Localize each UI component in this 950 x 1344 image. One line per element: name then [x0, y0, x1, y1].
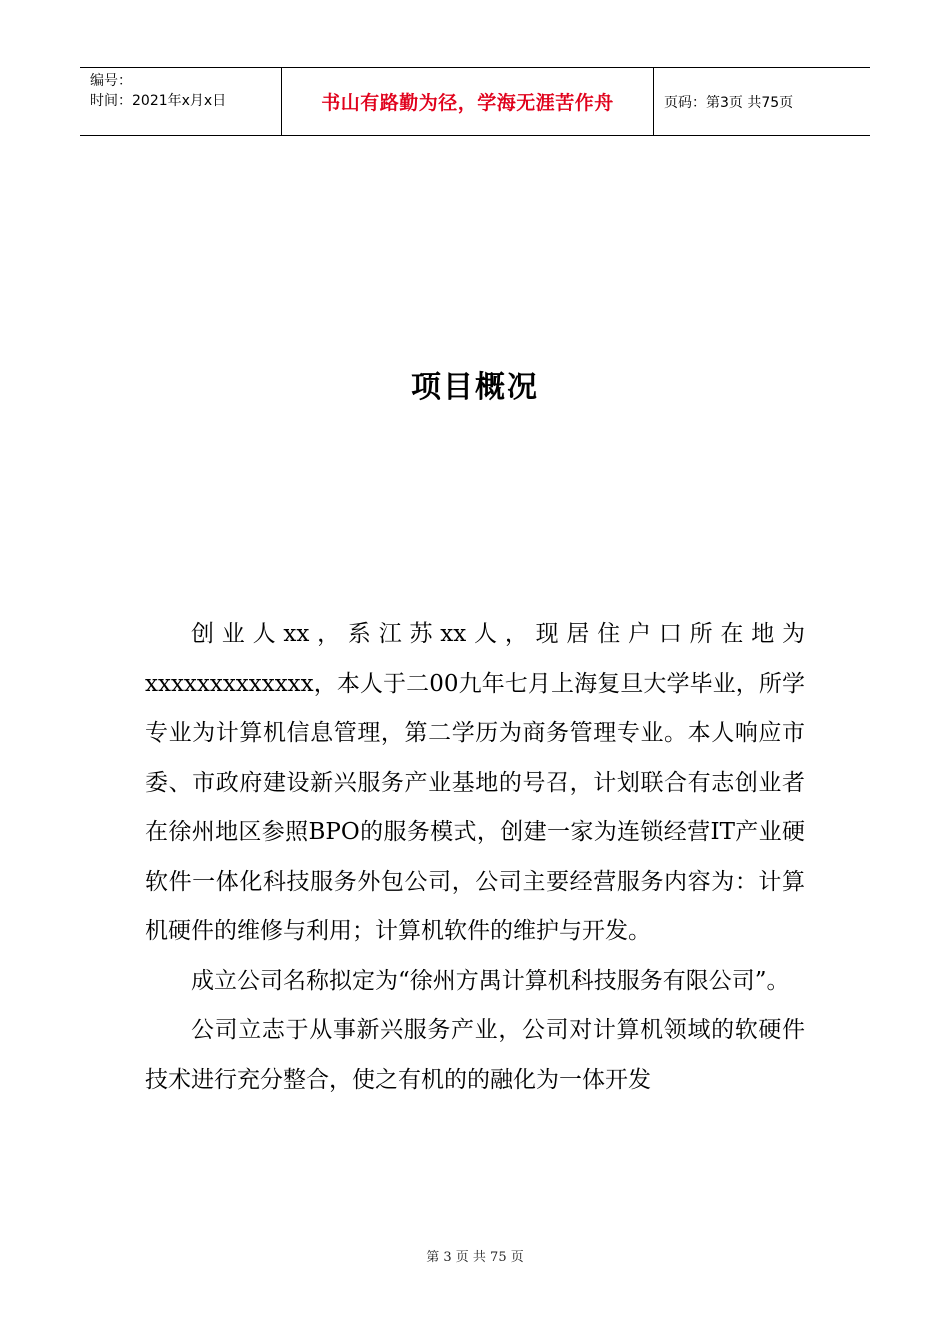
- page-footer: 第 3 页 共 75 页: [426, 1250, 524, 1265]
- doc-date-label: 时间：2021年x月x日: [90, 93, 227, 109]
- header-page-info: 页码：第3页 共75页: [664, 94, 794, 111]
- paragraph: 公司立志于从事新兴服务产业，公司对计算机领域的软硬件技术进行充分整合，使之有机的的融化为一体开发: [145, 1017, 805, 1093]
- page-header: [80, 67, 870, 136]
- header-meta: [80, 68, 281, 135]
- paragraph: 成立公司名称拟定为“徐州方禺计算机科技服务有限公司”。: [191, 967, 790, 994]
- page-title: 项目概况: [411, 370, 539, 405]
- header-motto-cell: [281, 68, 654, 135]
- paragraph: 创业人xx，系江苏xx人，现居住户口所在地为xxxxxxxxxxxxx，本人于二00九年七月上海复旦大学毕业，所学专业为计算机信息管理，第二学历为商务管理专业。本人响应市委、市政府建设新兴服务产业基地的号召，计划联合有志创业者在徐州地区参照BPO的服务模式，创建一家为连锁经营IT产业硬软件一体化科技服务外包公司，公司主要经营服务内容为：计算机硬件的维修与利用；计算机软件的维护与开发。: [145, 621, 805, 944]
- body-text: [145, 610, 805, 1105]
- header-page-info-cell: [654, 68, 870, 135]
- doc-number-label: 编号：: [90, 73, 132, 89]
- header-motto: 书山有路勤为径，学海无涯苦作舟: [321, 92, 614, 114]
